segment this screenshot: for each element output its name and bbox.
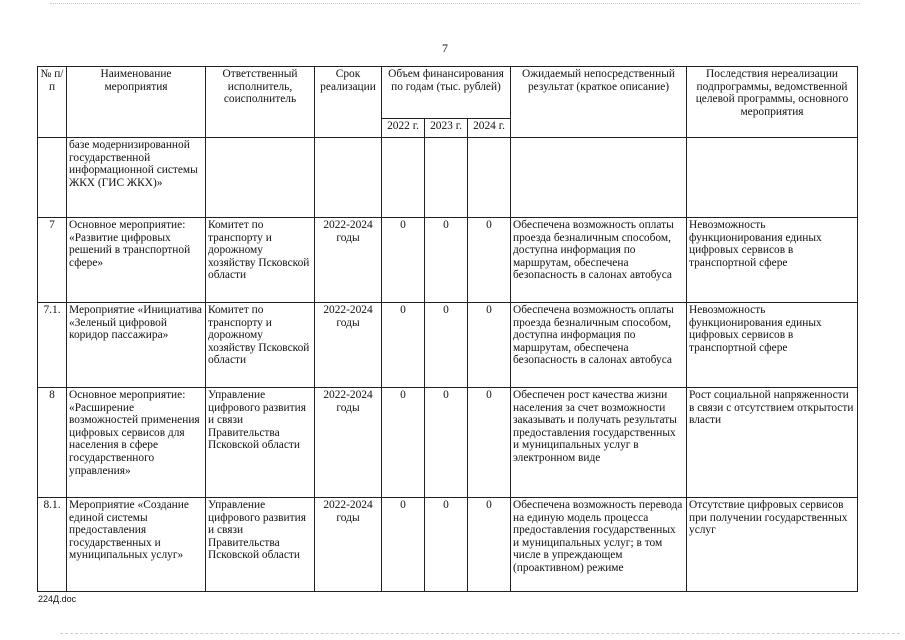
row-term: 2022-2024 годы	[315, 218, 382, 303]
row-responsible: Комитет по транспорту и дорожному хозяйству Псковской области	[206, 303, 315, 388]
header-year-2022: 2022 г.	[382, 119, 425, 138]
row-term: 2022-2024 годы	[315, 498, 382, 592]
row-responsible: Комитет по транспорту и дорожному хозяйству Псковской области	[206, 218, 315, 303]
row-value-2024: 0	[468, 498, 511, 592]
row-value-2022	[382, 138, 425, 218]
row-expected-result: Обеспечена возможность оплаты проезда безналичным способом, доступна информация по маршрутам, обеспечена безопасность в салонах автобуса	[511, 218, 687, 303]
row-responsible	[206, 138, 315, 218]
header-expected-result: Ожидаемый непосредственный результат (краткое описание)	[511, 67, 687, 138]
row-value-2022: 0	[382, 303, 425, 388]
row-value-2024	[468, 138, 511, 218]
table-row	[38, 388, 858, 498]
row-consequences: Невозможность функционирования единых цифровых сервисов в транспортной сфере	[687, 218, 858, 303]
header-term: Срок реализации	[315, 67, 382, 138]
row-term: 2022-2024 годы	[315, 303, 382, 388]
row-num: 8	[38, 388, 67, 498]
row-num: 8.1.	[38, 498, 67, 592]
row-value-2023: 0	[425, 388, 468, 498]
page-number: 7	[442, 41, 448, 55]
row-value-2022: 0	[382, 218, 425, 303]
header-financing: Объем финансирования по годам (тыс. рублей)	[382, 67, 511, 119]
header-year-2024: 2024 г.	[468, 119, 511, 138]
row-value-2023: 0	[425, 303, 468, 388]
row-term	[315, 138, 382, 218]
header-consequences: Последствия нереализации подпрограммы, ведомственной целевой программы, основного мероприятия	[687, 67, 858, 138]
row-value-2023: 0	[425, 218, 468, 303]
table-row	[38, 498, 858, 592]
row-value-2022: 0	[382, 498, 425, 592]
header-year-2023: 2023 г.	[425, 119, 468, 138]
row-consequences: Невозможность функционирования единых цифровых сервисов в транспортной сфере	[687, 303, 858, 388]
row-value-2024: 0	[468, 303, 511, 388]
row-num	[38, 138, 67, 218]
row-responsible: Управление цифрового развития и связи Правительства Псковской области	[206, 498, 315, 592]
row-num: 7	[38, 218, 67, 303]
row-responsible: Управление цифрового развития и связи Правительства Псковской области	[206, 388, 315, 498]
row-expected-result: Обеспечен рост качества жизни населения за счет возможности заказывать и получать результаты предоставления государственных и муниципальных услуг в электронном виде	[511, 388, 687, 498]
row-term: 2022-2024 годы	[315, 388, 382, 498]
table-row	[38, 138, 858, 218]
row-value-2023: 0	[425, 498, 468, 592]
row-value-2024: 0	[468, 218, 511, 303]
row-value-2024: 0	[468, 388, 511, 498]
row-expected-result: Обеспечена возможность перевода на единую модель процесса предоставления государственных и муниципальных услуг; в том числе в упреждающем (проактивном) режиме	[511, 498, 687, 592]
row-value-2023	[425, 138, 468, 218]
row-name: базе модернизированной государственной информационной системы ЖКХ (ГИС ЖКХ)»	[67, 138, 206, 218]
header-num: № п/п	[38, 67, 67, 138]
footer-filename: 224Д.doc	[38, 594, 77, 604]
table-row	[38, 218, 858, 303]
table-row	[38, 303, 858, 388]
row-expected-result	[511, 138, 687, 218]
row-expected-result: Обеспечена возможность оплаты проезда безналичным способом, доступна информация по маршрутам, обеспечена безопасность в салонах автобуса	[511, 303, 687, 388]
row-name: Мероприятие «Создание единой системы предоставления государственных и муниципальных услуг»	[67, 498, 206, 592]
row-name: Мероприятие «Инициатива «Зеленый цифровой коридор пассажира»	[67, 303, 206, 388]
row-num: 7.1.	[38, 303, 67, 388]
scan-artifact-top	[50, 3, 860, 4]
row-name: Основное мероприятие: «Развитие цифровых решений в транспортной сфере»	[67, 218, 206, 303]
header-responsible: Ответственный исполнитель, соисполнитель	[206, 67, 315, 138]
scan-artifact-bottom	[60, 633, 900, 634]
row-value-2022: 0	[382, 388, 425, 498]
row-consequences: Отсутствие цифровых сервисов при получении государственных услуг	[687, 498, 858, 592]
row-consequences	[687, 138, 858, 218]
row-consequences: Рост социальной напряженности в связи с отсутствием открытости власти	[687, 388, 858, 498]
program-activities-table	[37, 66, 858, 592]
header-name: Наименование мероприятия	[67, 67, 206, 138]
row-name: Основное мероприятие: «Расширение возможностей применения цифровых сервисов для населения в сфере государственного управления»	[67, 388, 206, 498]
